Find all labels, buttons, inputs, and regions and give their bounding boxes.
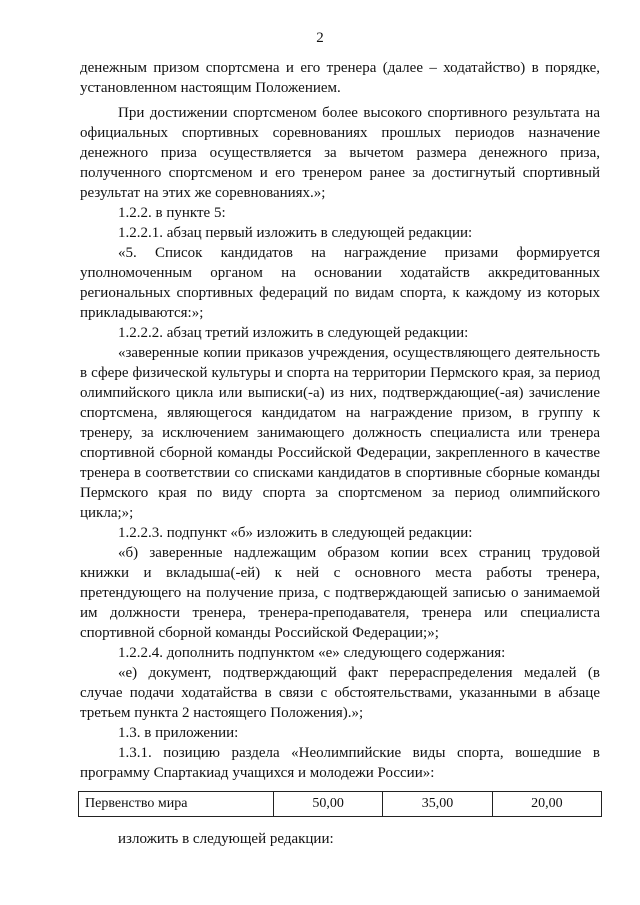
table-cell-value: 35,00 bbox=[383, 792, 492, 817]
paragraph: 1.2.2. в пункте 5: bbox=[118, 205, 226, 221]
table-cell-value: 50,00 bbox=[274, 792, 383, 817]
paragraph-after-table: изложить в следующей редакции: bbox=[118, 831, 334, 847]
paragraph: «б) заверенные надлежащим образом копии всех страниц трудовой книжки и вкладыша(-ей) к ней с основного места работы тренера, претендующего на получение приза, с подтверждающей записью о занимаемой им должности тренера, тренера-преподавателя, тренера или специалиста спортивной сборной команды Российской Федерации;»; bbox=[80, 545, 600, 641]
prize-table bbox=[78, 791, 602, 817]
document-body bbox=[80, 58, 600, 849]
paragraph: 1.3.1. позицию раздела «Неолимпийские виды спорта, вошедшие в программу Спартакиад учащихся и молодежи России»: bbox=[80, 745, 600, 781]
page-number: 2 bbox=[316, 30, 324, 46]
paragraph: При достижении спортсменом более высокого спортивного результата на официальных спортивных соревнованиях прошлых периодов назначение денежного приза осуществляется за вычетом размера денежного приза, полученного спортсменом и его тренером ранее за достигнутый спортивный результат на этих же соревнованиях.»; bbox=[80, 105, 600, 201]
paragraph: 1.2.2.2. абзац третий изложить в следующей редакции: bbox=[118, 325, 469, 341]
paragraph: денежным призом спортсмена и его тренера (далее – ходатайство) в порядке, установленном настоящим Положением. bbox=[80, 60, 600, 96]
paragraph: 1.2.2.4. дополнить подпунктом «е» следующего содержания: bbox=[118, 645, 506, 661]
paragraph: 1.3. в приложении: bbox=[118, 725, 239, 741]
paragraph: 1.2.2.3. подпункт «б» изложить в следующей редакции: bbox=[118, 525, 473, 541]
table-cell-value: 20,00 bbox=[492, 792, 601, 817]
table-row bbox=[79, 792, 602, 817]
paragraph: «5. Список кандидатов на награждение призами формируется уполномоченным органом на основании ходатайств аккредитованных региональных спортивных федераций по видам спорта, к каждому из которых прикладываются:»; bbox=[80, 245, 600, 321]
paragraph: 1.2.2.1. абзац первый изложить в следующей редакции: bbox=[118, 225, 473, 241]
paragraph: «е) документ, подтверждающий факт перераспределения медалей (в случае подачи ходатайства в связи с обстоятельствами, указанными в абзаце третьем пункта 2 настоящего Положения).»; bbox=[80, 665, 600, 721]
table-cell-competition: Первенство мира bbox=[79, 792, 274, 817]
paragraph: «заверенные копии приказов учреждения, осуществляющего деятельность в сфере физической культуры и спорта на территории Пермского края, за период олимпийского цикла или выписки(-а) из них, подтверждающие(-ая) зачисление спортсмена, являющегося кандидатом на награждение призом, в группу к тренеру, за исключением занимающего должность специалиста или тренера спортивной сборной команды Российской Федерации, закрепленного в качестве тренера в соответствии со списками кандидатов в спортивные сборные команды Пермского края по виду спорта за спортсменом за период олимпийского цикла;»; bbox=[80, 345, 600, 521]
